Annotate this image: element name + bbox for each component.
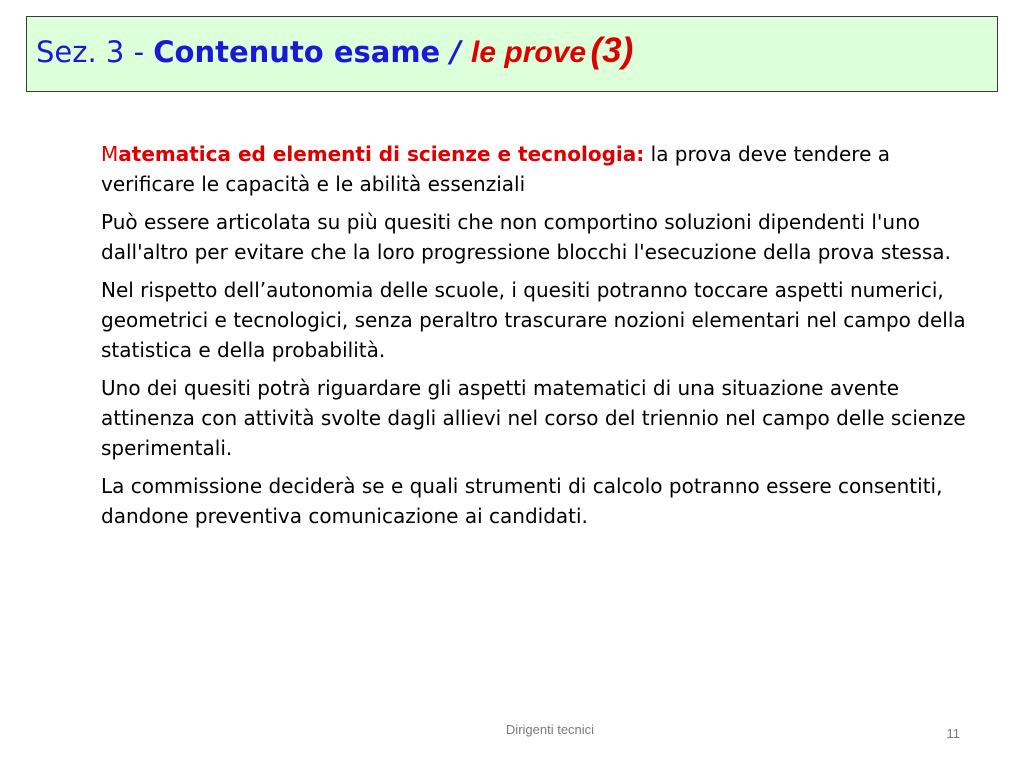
paragraph-5: La commissione deciderà se e quali strumenti di calcolo potranno essere consentiti, dandone preventiva comunicazione ai candidati. [101,474,943,528]
title-section-prefix: Sez. 3 - [36,35,154,69]
title-subtitle: le prove [471,36,587,69]
footer-label: Dirigenti tecnici [505,722,595,737]
paragraph-1 [101,139,971,199]
paragraph-1-initial: M [101,142,119,166]
title-separator: / [440,35,472,69]
title-main: Contenuto esame [153,35,441,69]
page-number: 11 [946,726,960,741]
paragraph-1-text: la prova deve tendere a verificare le capacità e le abilità essenziali [101,142,890,196]
slide-body [101,139,971,539]
paragraph-3: Nel rispetto dell’autonomia delle scuole, i quesiti potranno toccare aspetti numerici, geometrici e tecnologici, senza peraltro trascurare nozioni elementari nel campo della statistica e della probabilità. [101,278,966,362]
slide-title-box [26,16,998,92]
paragraph-4: Uno dei quesiti potrà riguardare gli aspetti matematici di una situazione avente attinenza con attività svolte dagli allievi nel corso del triennio nel campo delle scienze sperimentali. [101,376,966,460]
title-number: (3) [590,31,634,70]
paragraph-1-heading: atematica ed elementi di scienze e tecnologia: [118,142,645,166]
paragraph-2: Può essere articolata su più quesiti che non comportino soluzioni dipendenti l'uno dall'altro per evitare che la loro progressione blocchi l'esecuzione della prova stessa. [101,210,951,264]
